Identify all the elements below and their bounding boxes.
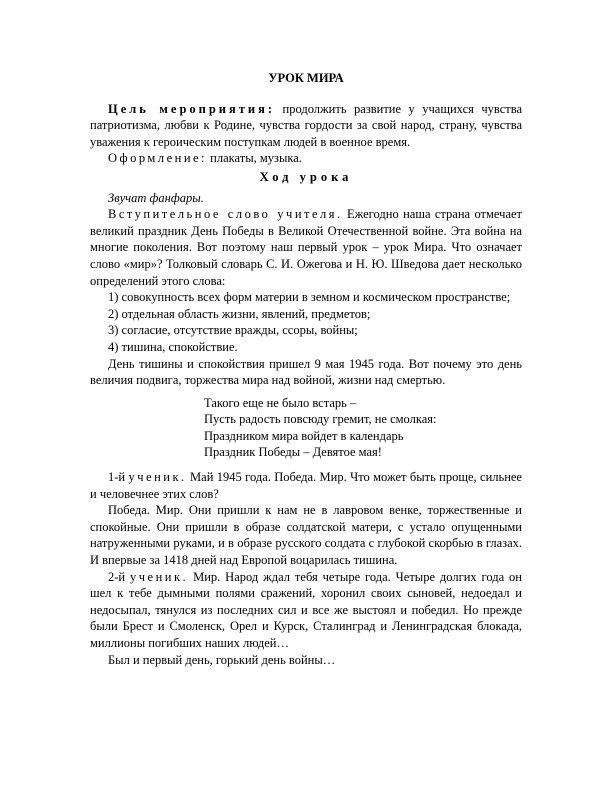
poem-line: Такого еще не было встарь – [204, 395, 357, 410]
teacher-text: Ежегодно наша страна отмечает великий праздник День Победы в Великой Отечественной войне. Эта война на многие поколения. Вот поэтому наш первый урок – урок Мира. Что означает слово «мир»? Толковый словарь С. И. Ожегова и Н. Ю. Шведова дает несколько определений этого слова: [90, 207, 523, 288]
list-item: 3) согласие, отсутствие вражды, ссоры, войны; [108, 323, 358, 338]
section-heading: Ход урока [259, 169, 353, 184]
design-label: Оформление: [108, 151, 208, 166]
student2-paragraph [90, 569, 522, 652]
teacher-label: Вступительное слово учителя. [108, 207, 343, 222]
goal-label: Цель мероприятия: [108, 101, 276, 116]
list-item: 1) совокупность всех форм материи в земном и космическом пространстве; [108, 290, 511, 305]
student2-label: ученик. [130, 569, 189, 584]
student1-label: ученик. [128, 470, 187, 485]
goal-text: продолжить развитие у учащихся чувства патриотизма, любви к Родине, чувства гордости за свой народ, страну, чувства уважения к героическим поступкам людей в военное время. [90, 101, 523, 149]
definitions-list [90, 289, 522, 355]
stage-direction: Звучат фанфары. [108, 190, 204, 205]
document-page [90, 70, 522, 668]
poem-line: Праздником мира войдет в календарь [204, 428, 404, 443]
page-title: УРОК МИРА [268, 71, 344, 85]
student2-text: Мир. Народ ждал тебя четыре года. Четыре долгих года он шел к тебе дымными полями сражений, хоронил своих сыновей, недоедал и недосыпал, тянулся из последних сил и все же выстоял и победил. Но прежде были Брест и Смоленск, Орел и Курск, Сталинград и Ленинградская блокада, миллионы погибших наших людей… [90, 569, 522, 650]
poem-line: Пусть радость повсюду гремит, не смолкая: [204, 412, 437, 427]
poem-line: Праздник Победы – Девятое мая! [204, 445, 382, 460]
peace-paragraph: День тишины и спокойствия пришел 9 мая 1945 года. Вот почему это день величия подвига, торжества мира над войной, жизни над смертью. [90, 356, 522, 388]
design-text: плакаты, музыка. [207, 151, 302, 166]
victory-paragraph: Победа. Мир. Они пришли к нам не в лавровом венке, торжественные и спокойные. Они пришли в образе солдатской матери, с устало опущенными натруженными руками, и в образе русского солдата с глубокой скорбью в глазах. И впервые за 1418 дней над Европой воцарилась тишина. [90, 503, 522, 568]
student1-paragraph [90, 469, 522, 502]
poem [204, 395, 522, 461]
last-line: Был и первый день, горький день войны… [108, 652, 336, 667]
design-paragraph [90, 150, 522, 167]
student1-text: Май 1945 года. Победа. Мир. Что может быть проще, сильнее и человечнее этих слов? [90, 470, 522, 501]
list-item: 4) тишина, спокойствие. [108, 339, 238, 354]
student2-prefix: 2-й [108, 569, 131, 584]
student1-prefix: 1-й [108, 470, 129, 485]
teacher-paragraph [90, 206, 522, 289]
list-item: 2) отдельная область жизни, явлений, предметов; [108, 306, 371, 321]
goal-paragraph [90, 101, 522, 151]
